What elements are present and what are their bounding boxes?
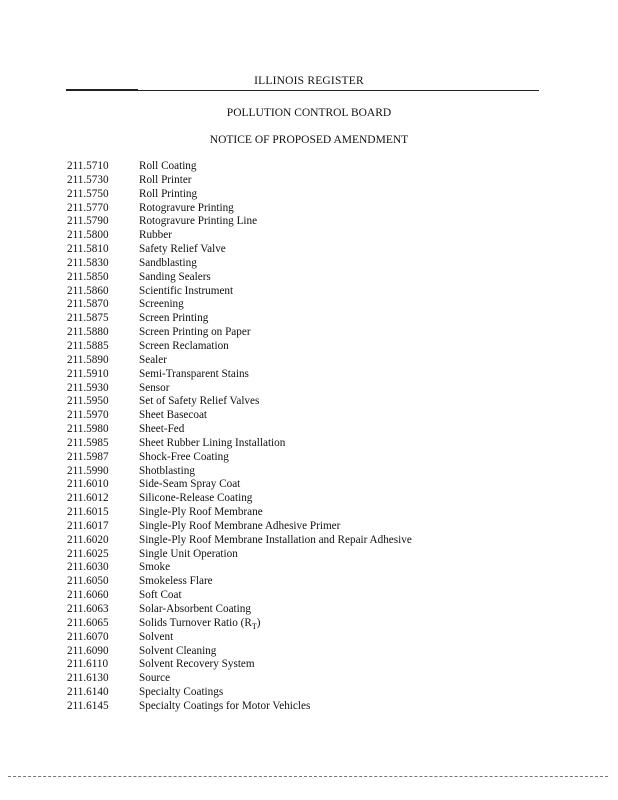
definition-term — [139, 326, 251, 340]
section-number: 211.5985 — [67, 436, 109, 449]
section-number: 211.5860 — [67, 284, 109, 297]
definition-row — [67, 160, 547, 174]
term-text: Single-Ply Roof Membrane Installation and Repair Adhesive — [139, 533, 412, 546]
definition-term — [139, 395, 259, 409]
term-text: Safety Relief Valve — [139, 243, 226, 256]
term-text: Single-Ply Roof Membrane Adhesive Primer — [139, 519, 341, 532]
term-text: Soft Coat — [139, 589, 182, 602]
term-text: Solvent Cleaning — [139, 644, 217, 657]
definition-term — [139, 202, 234, 216]
section-number: 211.5790 — [67, 215, 109, 228]
definition-row — [67, 312, 547, 326]
definition-term — [139, 451, 229, 465]
definition-row — [67, 589, 547, 603]
term-text: Roll Coating — [139, 160, 197, 172]
definition-row — [67, 188, 547, 202]
term-subscript: T — [251, 622, 257, 632]
definition-term — [139, 423, 184, 437]
definition-term — [139, 285, 233, 299]
section-number: 211.6090 — [67, 644, 109, 657]
definition-term — [139, 257, 197, 271]
term-text: Shotblasting — [139, 464, 195, 477]
term-text: Solar-Absorbent Coating — [139, 603, 251, 615]
definition-term — [139, 465, 195, 479]
definition-row — [67, 340, 547, 354]
notice-title: NOTICE OF PROPOSED AMENDMENT — [209, 134, 409, 146]
definition-term — [139, 188, 197, 202]
definition-row — [67, 534, 547, 548]
definition-term — [139, 589, 182, 603]
definition-row — [67, 285, 547, 299]
definition-row — [67, 686, 547, 700]
definition-row — [67, 700, 547, 714]
section-number: 211.5770 — [67, 201, 109, 214]
definition-term — [139, 645, 216, 659]
term-text: Single Unit Operation — [139, 547, 238, 560]
section-number: 211.5800 — [67, 229, 109, 242]
definition-term — [139, 658, 255, 672]
definition-row — [67, 617, 547, 631]
definition-term — [139, 506, 263, 520]
section-number: 211.5987 — [67, 450, 109, 463]
term-text: Specialty Coatings — [139, 686, 224, 699]
section-number: 211.5950 — [67, 395, 109, 408]
definition-term — [139, 271, 211, 285]
definition-row — [67, 658, 547, 672]
definition-term — [139, 243, 226, 257]
section-number: 211.5870 — [67, 298, 109, 311]
definition-row — [67, 368, 547, 382]
definition-row — [67, 382, 547, 396]
section-number: 211.5885 — [67, 339, 109, 352]
definition-row — [67, 478, 547, 492]
section-number: 211.6017 — [67, 519, 109, 532]
term-text: Solvent Recovery System — [139, 658, 255, 671]
section-number: 211.5910 — [67, 367, 109, 380]
definition-term — [139, 548, 238, 562]
term-text: Rotogravure Printing Line — [139, 215, 258, 228]
section-number: 211.5930 — [67, 381, 109, 394]
definition-row — [67, 354, 547, 368]
section-number: 211.5875 — [67, 312, 109, 325]
definition-term — [139, 437, 285, 451]
definition-term — [139, 700, 310, 714]
section-number: 211.6050 — [67, 575, 109, 588]
section-number: 211.6010 — [67, 478, 109, 491]
section-number: 211.5970 — [67, 409, 109, 422]
term-text: Sheet Basecoat — [139, 409, 208, 422]
definition-row — [67, 202, 547, 216]
section-number: 211.6145 — [67, 699, 109, 712]
definition-row — [67, 645, 547, 659]
definition-row — [67, 451, 547, 465]
definition-row — [67, 437, 547, 451]
term-text: Sanding Sealers — [139, 270, 211, 283]
term-text: Shock-Free Coating — [139, 450, 229, 463]
term-text: Scientific Instrument — [139, 284, 234, 297]
definition-term — [139, 631, 173, 645]
term-text: Silicone-Release Coating — [139, 492, 253, 505]
term-suffix: ) — [256, 616, 261, 629]
definition-row — [67, 465, 547, 479]
section-number: 211.5990 — [67, 464, 109, 477]
definition-row — [67, 395, 547, 409]
term-text: Rotogravure Printing — [139, 201, 234, 214]
definition-row — [67, 174, 547, 188]
term-text: Smoke — [139, 561, 171, 574]
section-number: 211.5730 — [67, 173, 109, 186]
section-number: 211.6070 — [67, 630, 109, 643]
definition-row — [67, 575, 547, 589]
definition-term — [139, 354, 167, 368]
definition-term — [139, 174, 192, 188]
section-number: 211.5750 — [67, 187, 109, 200]
term-text: Screen Reclamation — [139, 339, 229, 352]
term-text: Sensor — [139, 381, 170, 394]
definition-term — [139, 340, 229, 354]
section-number: 211.6063 — [67, 603, 109, 615]
term-text: Solvent — [139, 630, 174, 643]
definition-term — [139, 534, 412, 548]
term-text: Single-Ply Roof Membrane — [139, 506, 263, 519]
definitions-list — [67, 160, 547, 714]
section-number: 211.5980 — [67, 423, 109, 436]
section-number: 211.5710 — [67, 160, 109, 172]
definition-term — [139, 603, 251, 617]
term-text: Screen Printing — [139, 312, 209, 325]
term-text: Sheet-Fed — [139, 423, 185, 436]
section-number: 211.6025 — [67, 547, 109, 560]
section-number: 211.6030 — [67, 561, 109, 574]
definition-term — [139, 575, 213, 589]
term-text: Roll Printing — [139, 187, 198, 200]
footer-rule — [8, 776, 608, 777]
section-number: 211.5830 — [67, 256, 109, 269]
section-number: 211.6060 — [67, 589, 109, 602]
definition-row — [67, 326, 547, 340]
header-rule — [66, 90, 539, 91]
definition-row — [67, 492, 547, 506]
section-number: 211.6012 — [67, 492, 109, 505]
section-number: 211.6110 — [67, 658, 109, 671]
section-number: 211.6140 — [67, 686, 109, 699]
term-text: Sandblasting — [139, 256, 197, 269]
definition-row — [67, 257, 547, 271]
term-text: Sheet Rubber Lining Installation — [139, 436, 286, 449]
section-number: 211.5810 — [67, 243, 109, 256]
definition-row — [67, 631, 547, 645]
term-text: Solids Turnover Ratio (R — [139, 616, 252, 629]
definition-term — [139, 312, 208, 326]
section-number: 211.6130 — [67, 672, 109, 685]
definition-row — [67, 520, 547, 534]
term-text: Set of Safety Relief Valves — [139, 395, 260, 408]
definition-term — [139, 382, 169, 396]
definition-row — [67, 423, 547, 437]
term-text: Screening — [139, 298, 184, 311]
definition-term — [139, 561, 170, 575]
term-text: Side-Seam Spray Coat — [139, 478, 241, 491]
definition-term — [139, 368, 249, 382]
definition-term — [139, 478, 240, 492]
definition-row — [67, 298, 547, 312]
term-text: Specialty Coatings for Motor Vehicles — [139, 699, 311, 712]
term-text: Sealer — [139, 353, 167, 366]
board-title: POLLUTION CONTROL BOARD — [226, 107, 392, 119]
definition-term — [139, 492, 252, 506]
term-text: Rubber — [139, 229, 172, 242]
definition-row — [67, 409, 547, 423]
term-text: Semi-Transparent Stains — [139, 367, 249, 380]
section-number: 211.5850 — [67, 270, 109, 283]
section-number: 211.6065 — [67, 616, 109, 629]
definition-term — [139, 686, 223, 700]
section-number: 211.6015 — [67, 506, 109, 519]
section-number: 211.6020 — [67, 533, 109, 546]
definition-term — [139, 520, 340, 534]
term-text: Smokeless Flare — [139, 575, 213, 588]
definition-row — [67, 672, 547, 686]
definition-term — [139, 409, 207, 423]
definition-term — [139, 215, 257, 229]
definition-term — [139, 229, 172, 243]
definition-row — [67, 229, 547, 243]
definition-row — [67, 506, 547, 520]
definition-row — [67, 243, 547, 257]
definition-term — [139, 298, 184, 312]
definition-row — [67, 215, 547, 229]
definition-term — [139, 160, 197, 174]
term-text: Roll Printer — [139, 173, 192, 186]
register-title: ILLINOIS REGISTER — [254, 75, 364, 87]
definition-row — [67, 271, 547, 285]
term-text: Source — [139, 672, 171, 685]
definition-term — [139, 672, 170, 686]
definition-row — [67, 603, 547, 617]
term-text: Screen Printing on Paper — [139, 326, 251, 339]
section-number: 211.5890 — [67, 353, 109, 366]
definition-row — [67, 561, 547, 575]
definition-row — [67, 548, 547, 562]
section-number: 211.5880 — [67, 326, 109, 339]
